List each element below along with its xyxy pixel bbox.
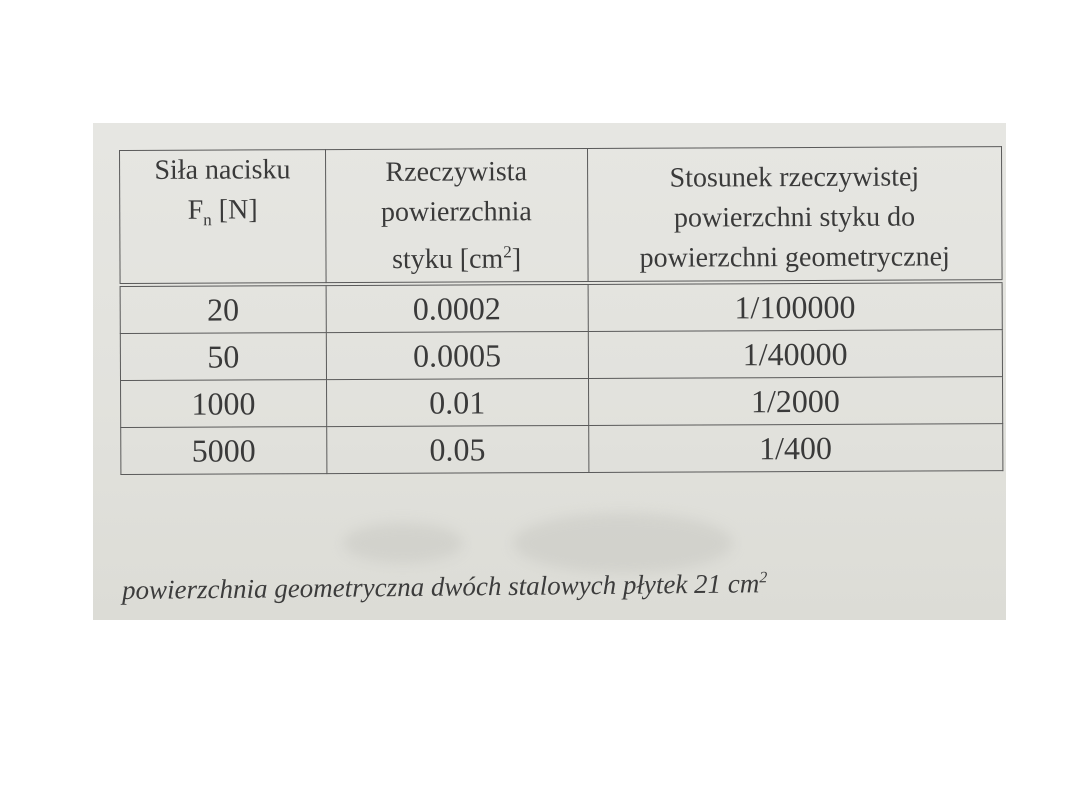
background-smudge — [343, 523, 463, 563]
caption-text: powierzchnia geometryczna dwóch stalowych płytek 21 cm — [121, 568, 760, 605]
cell-ratio: 1/2000 — [588, 377, 1003, 426]
cell-ratio: 1/100000 — [588, 281, 1003, 331]
contact-area-table — [119, 146, 1003, 475]
table-row — [120, 330, 1002, 381]
table-row — [121, 377, 1003, 428]
header-ratio: Stosunek rzeczywistej powierzchni styku do powierzchni geometrycznej — [587, 147, 1002, 283]
cell-force: 20 — [120, 284, 326, 333]
header-force: Siła nacisku $F_n$ [N] — [120, 150, 326, 285]
cell-area: 0.05 — [326, 425, 588, 473]
cell-force: 1000 — [121, 380, 327, 428]
caption-superscript: 2 — [759, 569, 768, 587]
table-row — [121, 424, 1003, 475]
cell-area: 0.0005 — [326, 331, 588, 379]
cell-area: 0.01 — [326, 378, 588, 426]
header-real-area: Rzeczywista powierzchnia styku $[cm^2]$ — [325, 148, 587, 284]
cell-area: 0.0002 — [326, 283, 588, 333]
table-header-row — [120, 147, 1003, 285]
background-smudge — [513, 513, 733, 573]
cell-force: 50 — [120, 333, 326, 381]
cell-ratio: 1/400 — [588, 424, 1003, 473]
cell-force: 5000 — [121, 427, 327, 475]
table-row — [120, 281, 1002, 333]
cell-ratio: 1/40000 — [588, 330, 1003, 379]
document-photo — [93, 123, 1006, 620]
table-caption — [122, 568, 768, 606]
